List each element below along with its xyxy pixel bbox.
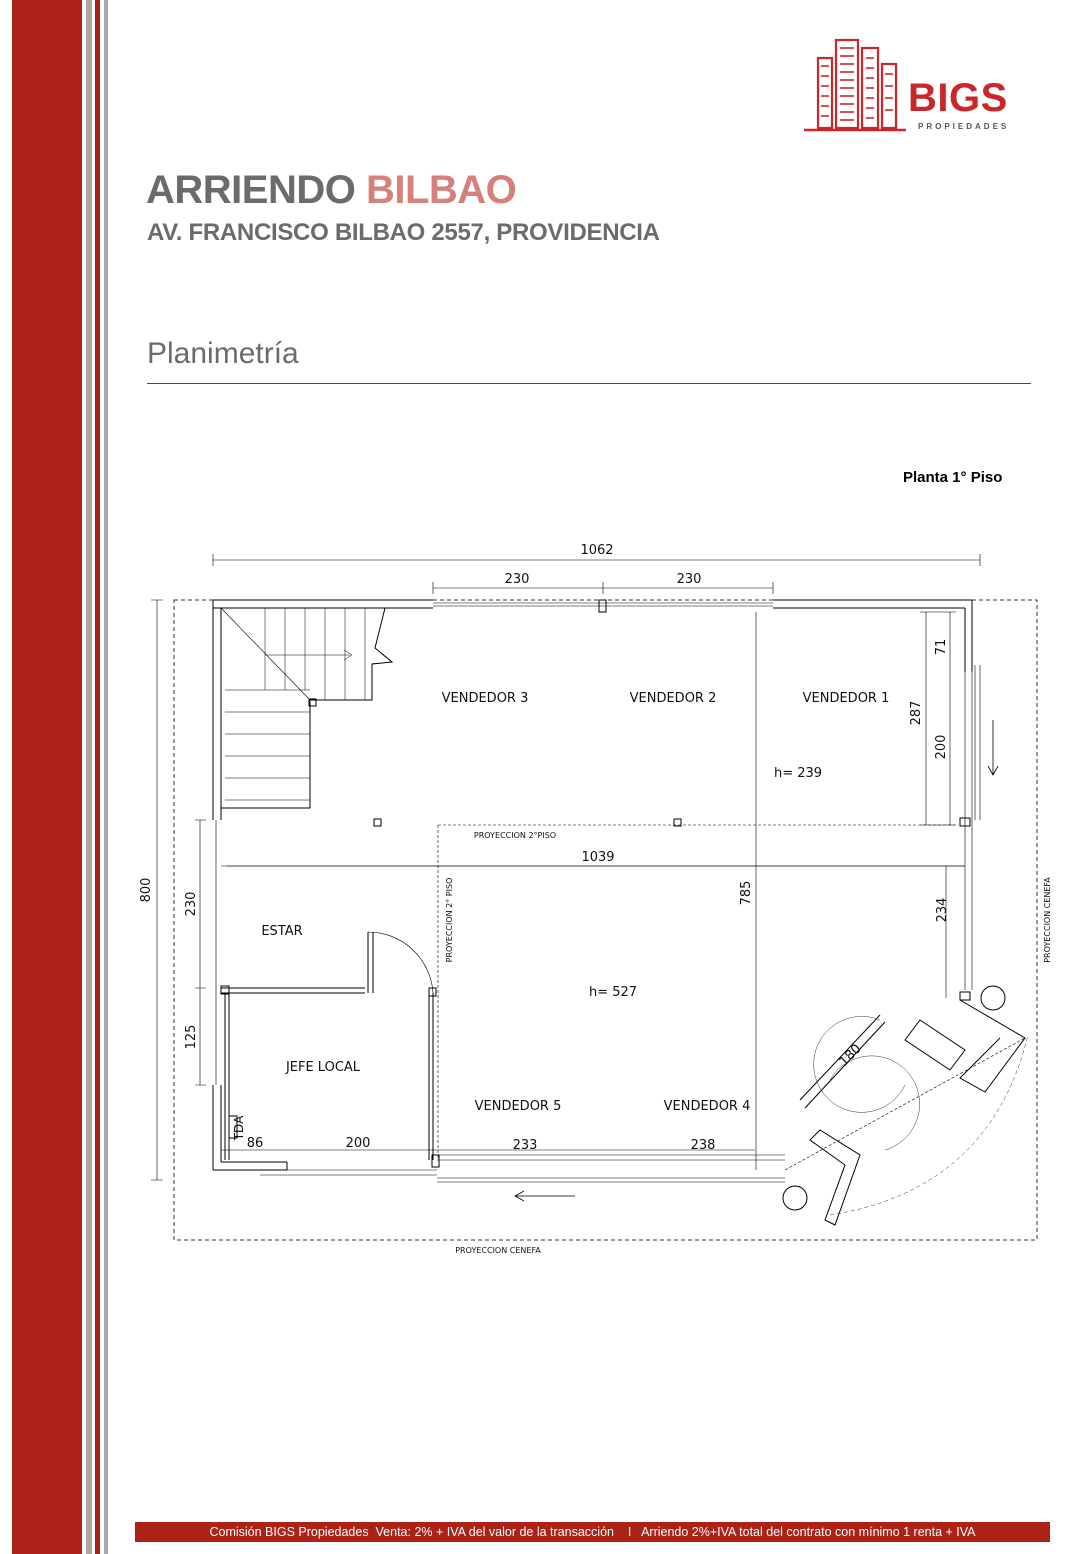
room-vendedor-1: VENDEDOR 1 (802, 691, 890, 706)
dim-right-window: 200 (934, 734, 949, 760)
room-vendedor-4: VENDEDOR 4 (663, 1099, 751, 1114)
dim-bottom-86: 86 (246, 1136, 264, 1151)
room-vendedor-2: VENDEDOR 2 (629, 691, 717, 706)
height-lower: h= 527 (588, 985, 638, 1000)
room-estar: ESTAR (261, 924, 303, 939)
room-vendedor-5: VENDEDOR 5 (474, 1099, 562, 1114)
note-projection-2nd-floor-vertical: PROYECCION 2° PISO (445, 877, 454, 963)
room-jefe-local: JEFE LOCAL (285, 1060, 361, 1075)
dim-left-lower: 125 (184, 1024, 199, 1050)
room-vendedor-3: VENDEDOR 3 (441, 691, 529, 706)
logo-wordmark: BIGS (908, 76, 1008, 120)
title-part2: BILBAO (365, 168, 517, 212)
dim-window-right: 230 (676, 572, 702, 587)
dim-total-width: 1062 (580, 543, 614, 558)
dim-right-lower: 234 (935, 897, 950, 923)
title-part1: ARRIENDO (146, 168, 356, 212)
note-projection-canopy: PROYECCION CENEFA (455, 1246, 541, 1255)
footer-commission: Comisión BIGS Propiedades Venta: 2% + IVA del valor de la transacción I Arriendo 2%+IVA total del contrato con mínimo 1 renta + IVA (135, 1522, 1050, 1542)
dim-bottom-238: 238 (690, 1138, 716, 1153)
dim-diagonal: 180 (836, 1041, 865, 1070)
dim-inner-height: 785 (739, 880, 754, 906)
section-title: Planimetría (147, 337, 299, 370)
height-upper: h= 239 (773, 766, 823, 781)
dim-left-upper: 230 (184, 891, 199, 917)
address: AV. FRANCISCO BILBAO 2557, PROVIDENCIA (147, 219, 660, 246)
dim-bottom-233: 233 (512, 1138, 538, 1153)
note-projection-canopy-right: PROYECCION CENEFA (1043, 877, 1052, 963)
note-projection-2nd-floor: PROYECCION 2°PISO (473, 831, 557, 840)
dim-total-height: 800 (139, 877, 154, 903)
dim-right-top: 71 (934, 638, 949, 656)
label-tda: TDA (232, 1115, 246, 1141)
plan-label: Planta 1° Piso (903, 469, 1003, 486)
dim-window-left: 230 (504, 572, 530, 587)
dim-bottom-200: 200 (345, 1136, 371, 1151)
logo-tagline: PROPIEDADES (918, 122, 1010, 131)
dim-inner-width: 1039 (581, 850, 615, 865)
dim-right-mid: 287 (909, 700, 924, 726)
